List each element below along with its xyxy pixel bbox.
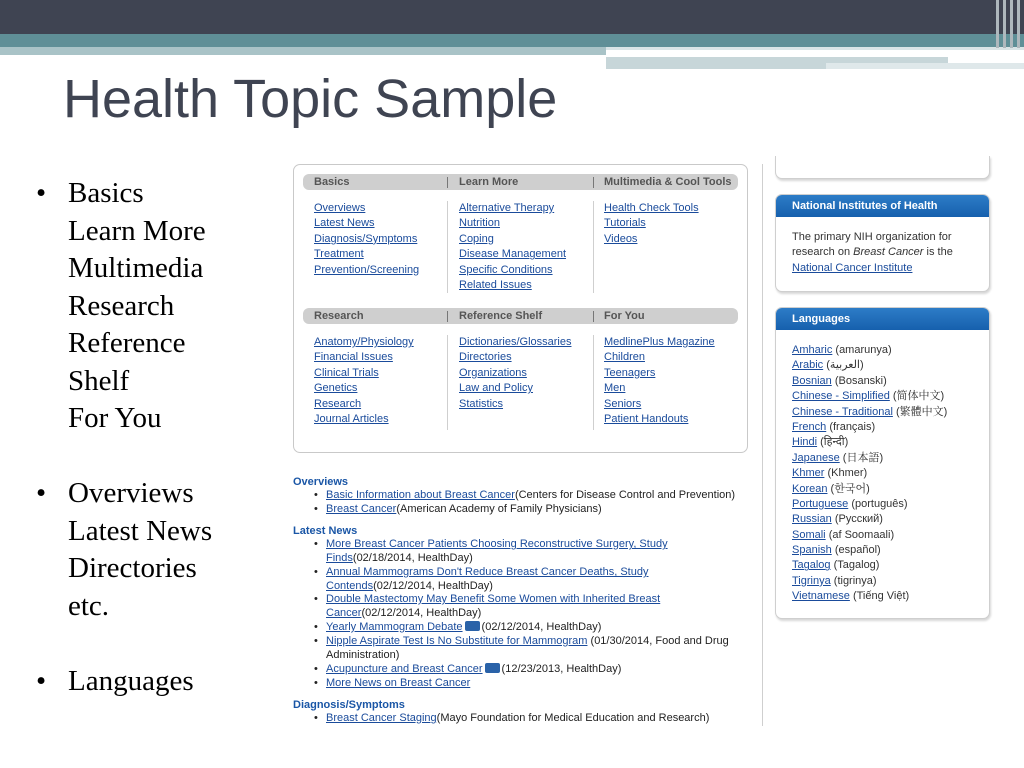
languages-box	[775, 307, 990, 619]
bullet-line: Multimedia	[68, 252, 204, 284]
language-link[interactable]: Vietnamese	[792, 590, 850, 603]
bullet-line: Reference	[68, 327, 186, 359]
language-item	[792, 451, 973, 466]
language-native: (Khmer)	[827, 467, 868, 480]
language-item	[792, 482, 973, 497]
category-basics: Basics	[314, 176, 350, 188]
topic-link-organizations[interactable]: Organizations	[459, 366, 527, 379]
bullet-line: Learn More	[68, 214, 206, 247]
category-for-you: For You	[604, 310, 645, 322]
article-link[interactable]: Breast Cancer	[326, 503, 397, 515]
video-icon	[485, 663, 500, 673]
topic-link-statistics[interactable]: Statistics	[459, 397, 504, 410]
news-link[interactable]: Annual Mammograms Don't Reduce Breast Cancer Deaths, Study	[326, 566, 649, 578]
language-link[interactable]: Hindi	[792, 436, 818, 449]
language-item	[792, 512, 973, 527]
section-title-overviews: Overviews	[293, 476, 349, 488]
slide-header-stripe	[606, 47, 1024, 50]
language-link[interactable]: Amharic	[792, 344, 833, 356]
language-item	[792, 528, 973, 543]
slide-title: Health Topic Sample	[63, 69, 558, 129]
language-native: (af Soomaali)	[828, 528, 895, 541]
news-date: (01/30/2014, Food and Drug	[590, 635, 729, 647]
topic-link-law-and-policy[interactable]: Law and Policy	[459, 382, 533, 395]
news-date: (02/18/2014, HealthDay)	[352, 551, 473, 564]
topic-link-men[interactable]: Men	[604, 382, 626, 395]
category-header-row	[303, 174, 738, 190]
language-link[interactable]: French	[792, 420, 827, 433]
language-item	[792, 435, 973, 450]
column-separator	[593, 201, 594, 293]
bullet-line: Shelf	[68, 364, 130, 397]
language-item	[792, 574, 973, 589]
bullet-line: Basics	[68, 177, 144, 209]
language-link[interactable]: Somali	[792, 528, 826, 541]
topic-link-overviews[interactable]: Overviews	[314, 202, 366, 214]
language-item	[792, 466, 973, 481]
language-link[interactable]: Tigrinya	[792, 574, 831, 587]
language-link[interactable]: Arabic	[792, 359, 824, 372]
news-link[interactable]: Contends	[326, 579, 374, 592]
language-link[interactable]: Khmer	[792, 467, 825, 480]
language-native: (Tagalog)	[833, 559, 880, 572]
topic-link-teenagers[interactable]: Teenagers	[604, 366, 656, 379]
topic-link-treatment[interactable]: Treatment	[314, 248, 364, 261]
nih-box	[775, 194, 990, 292]
category-learn-more: Learn More	[459, 176, 519, 188]
topic-link-specific-conditions[interactable]: Specific Conditions	[459, 263, 553, 276]
video-icon	[465, 621, 480, 631]
learn-more-links	[459, 201, 566, 293]
topic-link-prevention-screening[interactable]: Prevention/Screening	[314, 263, 420, 276]
section-title-diagnosis-symptoms: Diagnosis/Symptoms	[293, 699, 405, 711]
topic-link-patient-handouts[interactable]: Patient Handouts	[604, 412, 689, 425]
bullet-line: Overviews	[68, 477, 194, 509]
language-item	[792, 558, 973, 573]
nci-link[interactable]: National Cancer Institute	[792, 261, 913, 274]
column-separator	[447, 201, 448, 293]
news-link[interactable]: Double Mastectomy May Benefit Some Women with Inherited Breast	[326, 593, 661, 605]
category-separator	[447, 177, 448, 188]
column-separator	[593, 335, 594, 430]
language-link[interactable]: Chinese - Simplified	[792, 390, 890, 403]
language-native: (العربية)	[826, 359, 864, 372]
bullet-line: For You	[68, 402, 162, 434]
language-item	[792, 374, 973, 389]
languages-header: Languages	[776, 308, 989, 330]
nih-text-topic: Breast Cancer	[853, 246, 924, 259]
topic-link-disease-management[interactable]: Disease Management	[459, 248, 567, 261]
topic-link-related-issues[interactable]: Related Issues	[459, 278, 532, 291]
language-item	[792, 405, 973, 420]
article-source: (Centers for Disease Control and Prevention)	[514, 489, 736, 501]
language-link[interactable]: Spanish	[792, 544, 832, 557]
language-native: (हिन्दी)	[820, 436, 849, 449]
language-link[interactable]: Portuguese	[792, 497, 849, 510]
slide-header-bar	[0, 0, 1024, 34]
slide-header-stripe	[0, 47, 606, 55]
news-link[interactable]: Finds	[326, 551, 353, 564]
topic-link-research[interactable]: Research	[314, 397, 362, 410]
nih-box-body	[776, 217, 989, 276]
slide-header-accent	[1003, 0, 1006, 48]
multimedia-links	[604, 201, 699, 247]
languages-list	[776, 330, 989, 605]
category-separator	[593, 311, 594, 322]
slide-header-accent	[1017, 0, 1020, 48]
category-multimedia: Multimedia & Cool Tools	[604, 176, 732, 188]
topic-link-journal-articles[interactable]: Journal Articles	[314, 412, 389, 425]
topic-link-alternative-therapy[interactable]: Alternative Therapy	[459, 202, 555, 214]
language-native: (amarunya)	[835, 344, 892, 356]
language-link[interactable]: Tagalog	[792, 559, 831, 572]
article-link[interactable]: Basic Information about Breast Cancer	[326, 489, 515, 501]
news-link[interactable]: Acupuncture and Breast Cancer	[326, 663, 483, 675]
language-native: (繁體中文)	[895, 405, 948, 418]
reference-shelf-links	[459, 335, 571, 412]
language-item	[792, 543, 973, 558]
topic-link-medlineplus-magazine[interactable]: MedlinePlus Magazine	[604, 336, 715, 348]
sidebar-box-partial	[775, 156, 990, 179]
language-item	[792, 589, 973, 604]
language-item	[792, 420, 973, 435]
news-link[interactable]: Cancer	[326, 606, 362, 619]
language-native: (tigrinya)	[833, 574, 877, 587]
slide-header-stripe	[0, 34, 1024, 47]
language-native: (Bosanski)	[834, 374, 887, 387]
topic-link-tutorials[interactable]: Tutorials	[604, 217, 646, 230]
topic-link-nutrition[interactable]: Nutrition	[459, 217, 500, 230]
topic-link-anatomy-physiology[interactable]: Anatomy/Physiology	[314, 336, 414, 348]
section-title-latest-news: Latest News	[293, 525, 358, 537]
language-link[interactable]: Russian	[792, 513, 832, 526]
news-link[interactable]: More Breast Cancer Patients Choosing Reconstructive Surgery, Study	[326, 538, 668, 550]
language-native: (한국어)	[830, 482, 870, 495]
topic-link-directories[interactable]: Directories	[459, 351, 512, 364]
bullet-line: Languages	[68, 665, 194, 697]
article-source: (American Academy of Family Physicians)	[396, 503, 602, 515]
topic-link-children[interactable]: Children	[604, 351, 645, 364]
topics-panel	[293, 164, 748, 453]
language-native: (español)	[834, 544, 881, 557]
language-native: (français)	[829, 420, 876, 433]
bullet-marker: •	[36, 477, 47, 509]
category-separator	[593, 177, 594, 188]
topic-link-latest-news[interactable]: Latest News	[314, 217, 375, 230]
bullet-line: etc.	[68, 589, 110, 622]
news-link[interactable]: Yearly Mammogram Debate	[326, 621, 463, 633]
topic-link-diagnosis-symptoms[interactable]: Diagnosis/Symptoms	[314, 232, 418, 245]
topic-link-coping[interactable]: Coping	[459, 232, 494, 245]
more-news-link[interactable]: More News on Breast Cancer	[326, 677, 471, 689]
basics-links	[314, 201, 419, 278]
language-native: (Русский)	[834, 513, 883, 526]
news-link[interactable]: Nipple Aspirate Test Is No Substitute for Mammogram	[326, 635, 588, 647]
news-date: (12/23/2013, HealthDay)	[501, 663, 622, 675]
language-native: (简体中文)	[892, 390, 945, 403]
slide-header-stripe	[826, 63, 1024, 69]
language-item	[792, 343, 973, 358]
bullet-line: Research	[68, 289, 175, 322]
sidebar-divider	[762, 164, 763, 726]
bullet-marker: •	[36, 177, 47, 209]
language-item	[792, 497, 973, 512]
article-source: (Mayo Foundation for Medical Education and Research)	[436, 712, 710, 724]
language-link[interactable]: Japanese	[792, 451, 840, 464]
topic-link-videos[interactable]: Videos	[604, 232, 638, 245]
category-research: Research	[314, 310, 364, 322]
bullet-marker: •	[36, 665, 47, 697]
language-item	[792, 358, 973, 373]
news-date: (02/12/2014, HealthDay)	[373, 579, 493, 592]
news-date: (02/12/2014, HealthDay)	[361, 606, 482, 619]
language-native: (português)	[851, 497, 908, 510]
nih-text: is the	[923, 246, 953, 259]
language-native: (Tiếng Việt)	[852, 590, 910, 603]
research-links	[314, 335, 414, 427]
news-date: Administration)	[326, 648, 400, 661]
article-link[interactable]: Breast Cancer Staging	[326, 712, 437, 724]
topic-link-genetics[interactable]: Genetics	[314, 382, 358, 395]
language-link[interactable]: Korean	[792, 482, 828, 495]
topic-link-seniors[interactable]: Seniors	[604, 397, 642, 410]
category-reference-shelf: Reference Shelf	[459, 310, 543, 322]
bullet-line: Directories	[68, 552, 197, 584]
language-item	[792, 389, 973, 404]
column-separator	[447, 335, 448, 430]
language-native: (日本語)	[842, 451, 884, 464]
language-link[interactable]: Chinese - Traditional	[792, 405, 893, 418]
nih-text: The primary NIH organization for	[792, 231, 952, 243]
language-link[interactable]: Bosnian	[792, 374, 832, 387]
bullet-line: Latest News	[68, 514, 213, 547]
topic-link-dictionaries-glossaries[interactable]: Dictionaries/Glossaries	[459, 336, 572, 348]
slide-header-accent	[996, 0, 999, 48]
nih-text: research on	[792, 246, 854, 259]
topic-link-clinical-trials[interactable]: Clinical Trials	[314, 366, 379, 379]
topic-link-financial-issues[interactable]: Financial Issues	[314, 351, 393, 364]
category-separator	[447, 311, 448, 322]
nih-box-header: National Institutes of Health	[776, 195, 989, 217]
news-date: (02/12/2014, HealthDay)	[481, 621, 602, 633]
topic-link-health-check-tools[interactable]: Health Check Tools	[604, 202, 699, 214]
category-header-row	[303, 308, 738, 324]
for-you-links	[604, 335, 715, 427]
slide-header-accent	[1010, 0, 1013, 48]
